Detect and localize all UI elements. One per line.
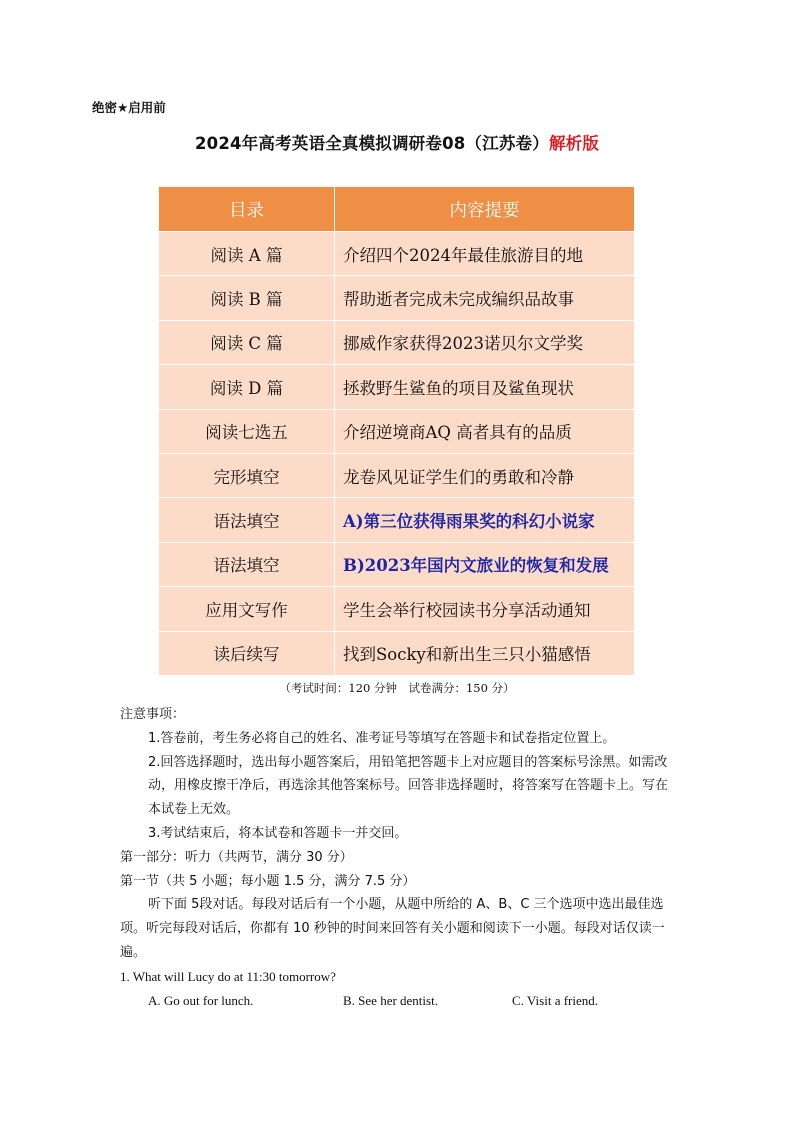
table-row — [159, 232, 635, 276]
row-section: 完形填空 — [159, 453, 335, 497]
row-summary: 介绍逆境商AQ 高者具有的品质 — [335, 409, 635, 453]
row-summary: 龙卷风见证学生们的勇敢和冷静 — [335, 453, 635, 497]
row-section: 应用文写作 — [159, 587, 335, 631]
table-row — [159, 409, 635, 453]
header-summary: 内容提要 — [335, 187, 635, 232]
notes-heading: 注意事项： — [120, 707, 186, 722]
row-section: 阅读 D 篇 — [159, 365, 335, 409]
row-summary: 帮助逝者完成未完成编织品故事 — [335, 276, 635, 320]
contents-table — [158, 186, 635, 676]
confidential-label: 绝密★启用前 — [92, 100, 166, 115]
note-item-2: 2.回答选择题时，选出每小题答案后，用铅笔把答题卡上对应题目的答案标号涂黑。如需改动，用橡皮擦干净后，再选涂其他答案标号。回答非选择题时，将答案写在答题卡上。写在本试卷上无效。 — [148, 754, 669, 818]
question-1-options — [120, 989, 680, 1013]
header-catalog: 目录 — [159, 187, 335, 232]
contents-header-row — [159, 187, 635, 232]
row-summary: 找到Socky和新出生三只小猫感悟 — [335, 631, 635, 675]
table-row — [159, 320, 635, 364]
row-section: 阅读 C 篇 — [159, 320, 335, 364]
table-row — [159, 276, 635, 320]
document-title — [0, 130, 794, 154]
row-summary: 学生会举行校园读书分享活动通知 — [335, 587, 635, 631]
question-1-stem: 1. What will Lucy do at 11:30 tomorrow? — [120, 968, 336, 984]
row-summary: A)第三位获得雨果奖的科幻小说家 — [335, 498, 635, 542]
row-section: 阅读七选五 — [159, 409, 335, 453]
title-main: 2024年高考英语全真模拟调研卷08（江苏卷） — [194, 134, 549, 153]
title-suffix: 解析版 — [548, 134, 600, 153]
row-section: 阅读 A 篇 — [159, 232, 335, 276]
row-section: 语法填空 — [159, 498, 335, 542]
row-summary: 介绍四个2024年最佳旅游目的地 — [335, 232, 635, 276]
row-summary: B)2023年国内文旅业的恢复和发展 — [335, 542, 635, 586]
row-section: 语法填空 — [159, 542, 335, 586]
table-row — [159, 631, 635, 675]
option-c: C. Visit a friend. — [512, 992, 598, 1008]
part1-heading: 第一部分：听力（共两节，满分 30 分） — [120, 849, 353, 865]
note-item-1: 1.答卷前，考生务必将自己的姓名、准考证号等填写在答题卡和试卷指定位置上。 — [148, 730, 616, 746]
option-a: A. Go out for lunch. — [148, 992, 254, 1008]
row-summary: 挪威作家获得2023诺贝尔文学奖 — [335, 320, 635, 364]
table-row — [159, 542, 635, 586]
section1-heading: 第一节（共 5 小题；每小题 1.5 分，满分 7.5 分） — [120, 873, 416, 889]
row-section: 读后续写 — [159, 631, 335, 675]
note-item-3: 3.考试结束后，将本试卷和答题卡一并交回。 — [148, 825, 408, 841]
exam-body — [120, 703, 680, 1012]
exam-info: （考试时间：120 分钟 试卷满分：150 分） — [279, 681, 515, 695]
table-row — [159, 498, 635, 542]
table-row — [159, 587, 635, 631]
table-row — [159, 453, 635, 497]
row-summary: 拯救野生鲨鱼的项目及鲨鱼现状 — [335, 365, 635, 409]
option-b: B. See her dentist. — [343, 992, 438, 1008]
table-row — [159, 365, 635, 409]
listening-instructions: 听下面 5段对话。每段对话后有一个小题，从题中所给的 A、B、C 三个选项中选出最佳选项。听完每段对话后，你都有 10 秒钟的时间来回答有关小题和阅读下一小题。每段对话仅读一遍。 — [120, 897, 665, 960]
row-section: 阅读 B 篇 — [159, 276, 335, 320]
